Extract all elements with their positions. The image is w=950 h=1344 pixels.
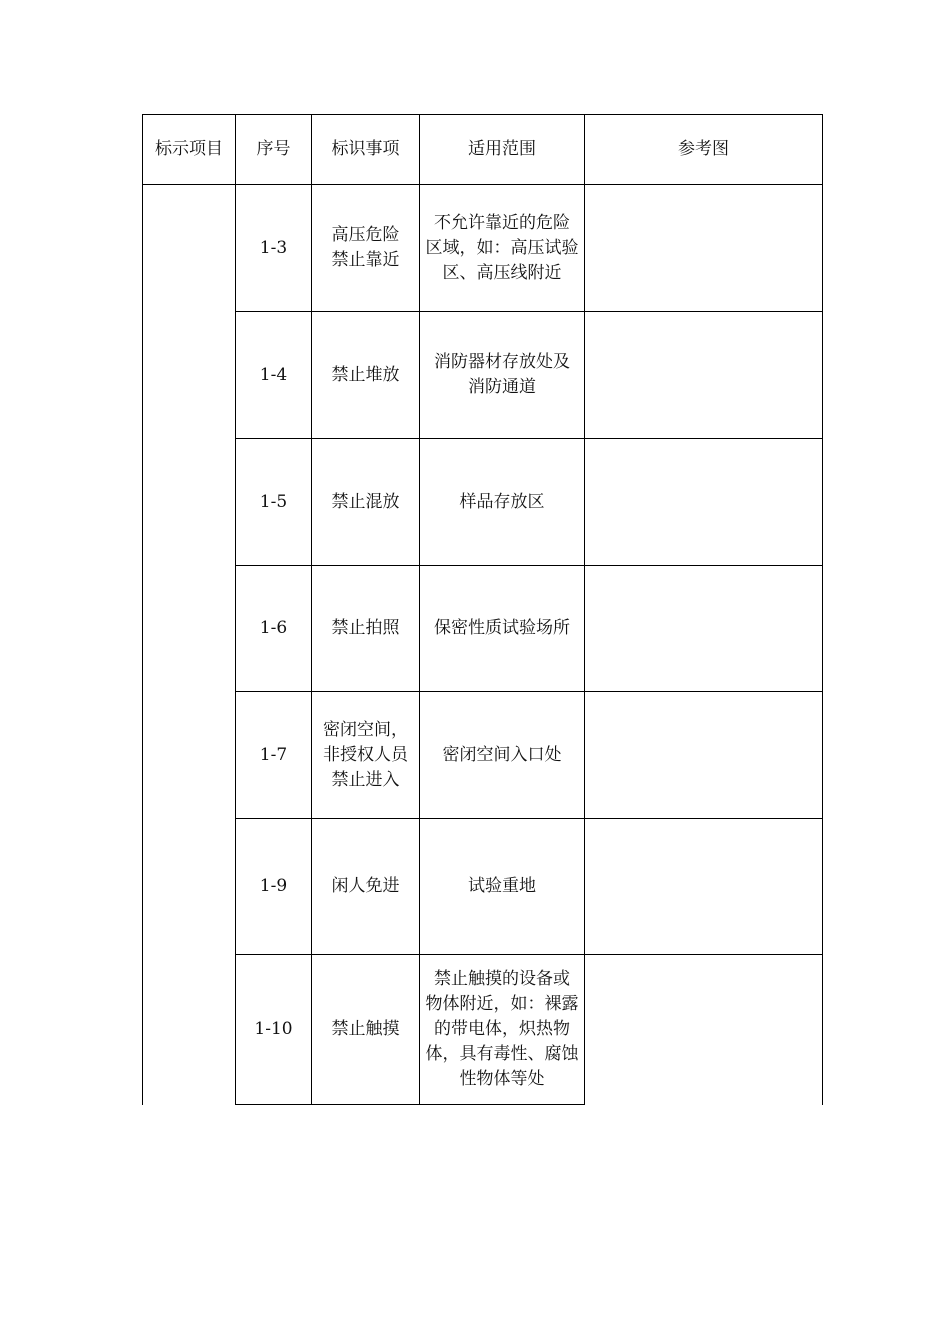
row-scope: 禁止触摸的设备或 物体附近，如：裸露 的带电体，炽热物 体，具有毒性、腐蚀 性物体等处: [425, 969, 579, 1089]
row-number: 1-5: [259, 491, 288, 512]
row-number: 1-6: [259, 618, 288, 638]
header-category: 标示项目: [155, 139, 223, 159]
row-number: 1-10: [254, 1019, 293, 1039]
row-item: 禁止堆放: [331, 364, 400, 385]
row-number: 1-3: [259, 237, 288, 258]
table-border-left: [142, 114, 143, 1105]
row-item: 闲人免进: [331, 876, 400, 896]
table-border-right: [822, 114, 823, 1105]
header-number: 序号: [256, 139, 291, 159]
row-scope: 试验重地: [468, 876, 536, 896]
row-item: 高压危险 禁止靠近: [331, 225, 400, 270]
row-number: 1-4: [259, 364, 288, 385]
row-item: 禁止触摸: [331, 1019, 400, 1039]
row-divider-bottom: [235, 1104, 585, 1105]
row-scope: 样品存放区: [459, 491, 545, 512]
header-scope: 适用范围: [468, 139, 536, 159]
row-item: 密闭空间， 非授权人员 禁止进入: [323, 719, 408, 790]
column-divider-4: [584, 114, 585, 1105]
row-item: 禁止混放: [331, 491, 400, 512]
row-scope: 密闭空间入口处: [442, 744, 562, 765]
row-item: 禁止拍照: [331, 618, 400, 638]
row-scope: 保密性质试验场所: [434, 618, 570, 638]
row-number: 1-7: [259, 744, 288, 765]
row-number: 1-9: [259, 876, 288, 896]
row-scope: 不允许靠近的危险 区域，如：高压试验 区、高压线附近: [425, 212, 579, 283]
header-reference: 参考图: [678, 139, 729, 159]
header-item: 标识事项: [331, 139, 400, 159]
row-scope: 消防器材存放处及 消防通道: [434, 352, 570, 397]
